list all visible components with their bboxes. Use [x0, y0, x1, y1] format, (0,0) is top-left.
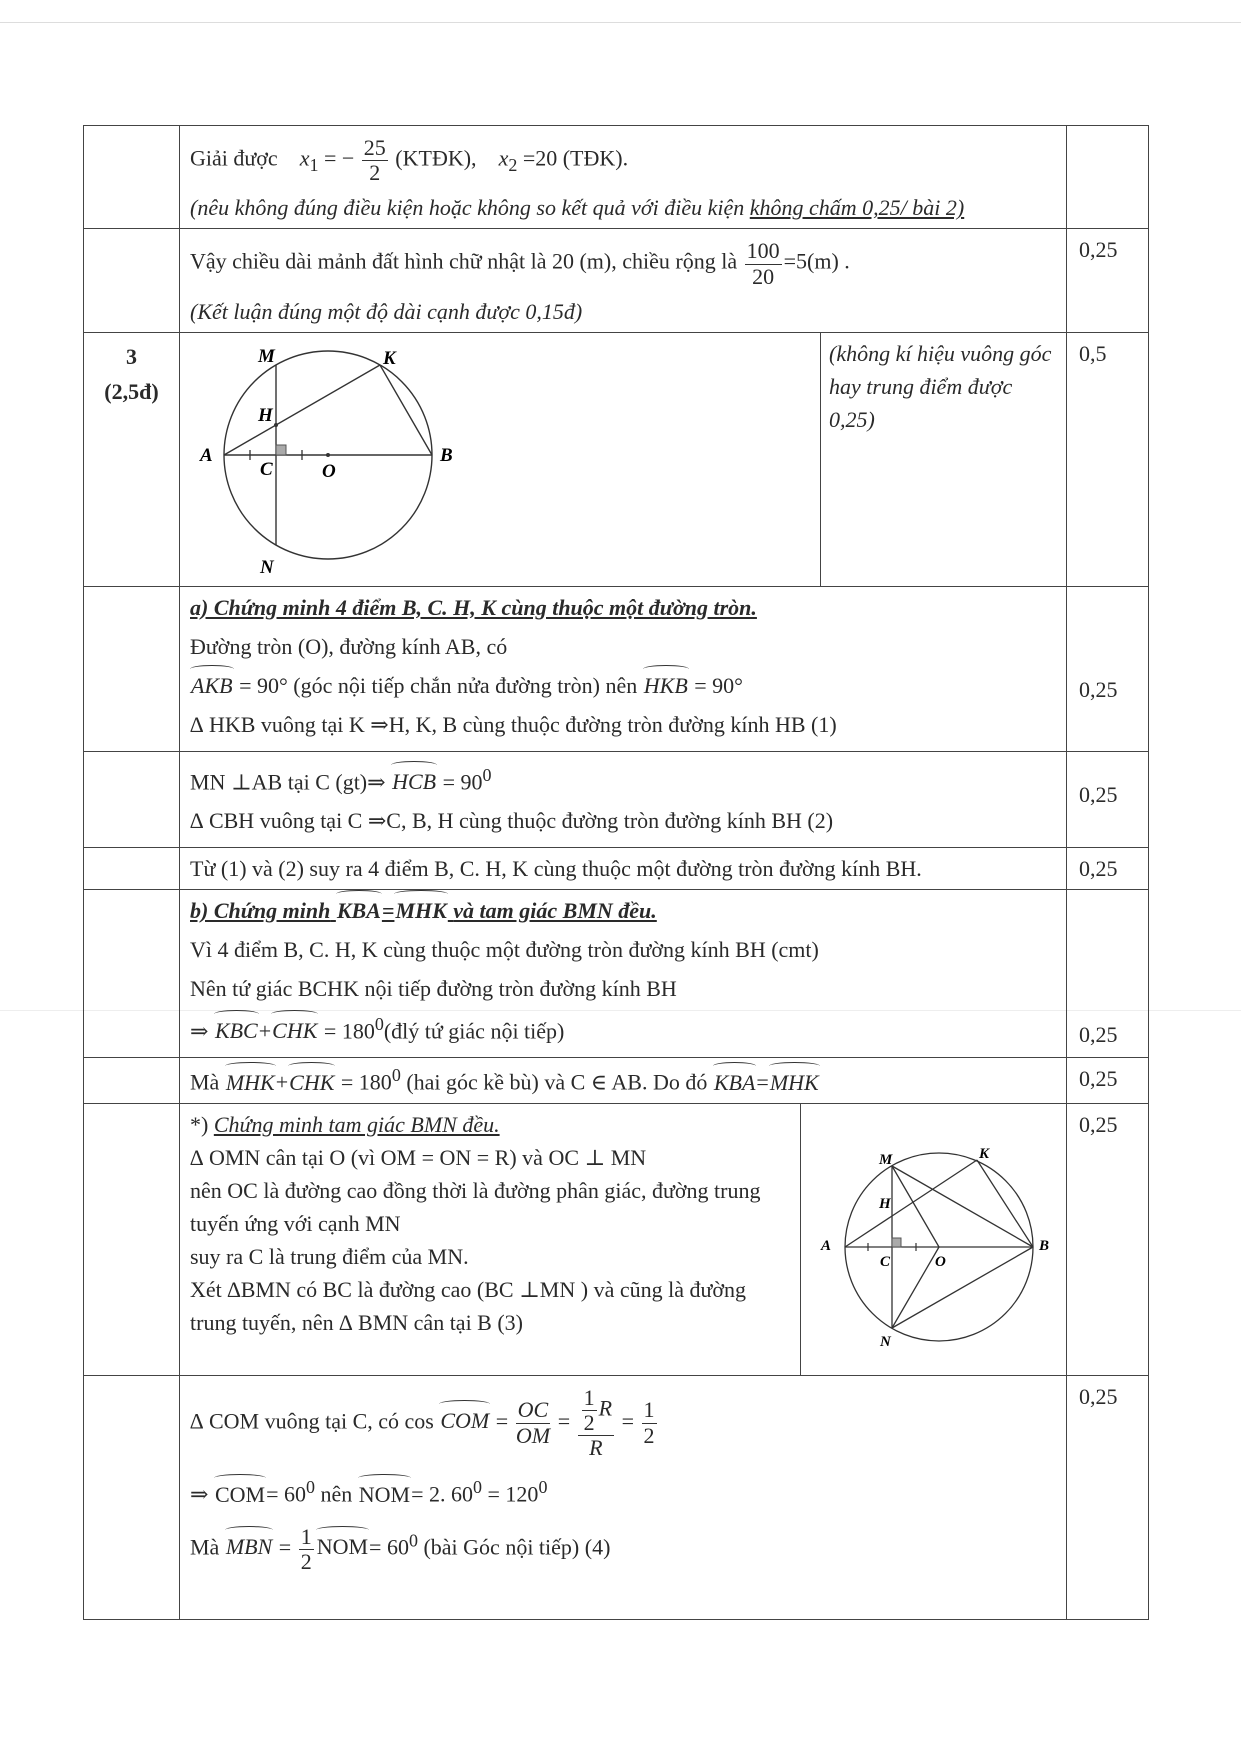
label-b: B — [440, 444, 453, 466]
section-cell — [84, 751, 180, 847]
frac-den: R — [589, 1435, 603, 1461]
fraction-100-20 — [745, 239, 782, 288]
label-a: A — [821, 1237, 832, 1254]
section-cell — [84, 126, 180, 229]
section-number: 3 — [126, 343, 137, 369]
text-line — [190, 1011, 1056, 1047]
r-var: R — [598, 1395, 613, 1421]
line-text: ⇒ — [190, 1481, 209, 1507]
angle-chk: CHK — [288, 1066, 335, 1099]
solve-prefix: Giải được — [190, 145, 278, 171]
text-line: suy ra C là trung điểm của MN. — [190, 1243, 469, 1269]
grading-note: (Kết luận đúng một độ dài cạnh được 0,15đ) — [190, 298, 583, 324]
line-text: + — [275, 1069, 289, 1095]
sup: 0 — [538, 1477, 548, 1498]
score-value: 0,25 — [1079, 676, 1118, 702]
score-value: 0,25 — [1079, 1022, 1118, 1048]
text-line: Đường tròn (O), đường kính AB, có — [190, 633, 508, 659]
table-row — [84, 1103, 1149, 1375]
label-m: M — [258, 345, 275, 367]
line-text: Mà — [190, 1534, 220, 1560]
section-points: (2,5đ) — [104, 378, 159, 404]
label-k: K — [979, 1145, 990, 1162]
content-cell — [180, 332, 1067, 586]
frac-den: 2 — [643, 1422, 655, 1448]
frac-num: 1 — [300, 1523, 312, 1549]
center-point — [326, 453, 330, 457]
sup: 0 — [391, 1065, 401, 1086]
angle-kba: KBA — [713, 1066, 757, 1099]
content-cell — [180, 751, 1067, 847]
label-h: H — [879, 1195, 891, 1212]
title-text: b) Chứng minh — [190, 898, 331, 924]
chord-kb — [977, 1160, 1033, 1247]
line-text: = 120 — [482, 1481, 539, 1507]
fraction-half-r — [578, 1386, 614, 1461]
note-underlined: không chấm 0,25/ bài 2) — [749, 195, 965, 221]
angle-hkb: HKB — [643, 669, 689, 702]
line-text: = 90° (góc nội tiếp chắn nửa đường tròn) nên — [239, 672, 638, 698]
text-line — [190, 1525, 1056, 1574]
fraction-1-2 — [642, 1398, 657, 1447]
line-text: = — [495, 1408, 509, 1434]
var-x1: x — [299, 145, 310, 171]
text-line: ∆ HKB vuông tại K ⇒H, K, B cùng thuộc đường tròn đường kính HB (1) — [190, 711, 837, 737]
frac-den: 2 — [369, 160, 381, 186]
angle-akb: AKB — [190, 669, 234, 702]
angle-mhk: MHK — [225, 1066, 276, 1099]
segment-om — [892, 1166, 939, 1247]
table-row — [84, 126, 1149, 229]
chord-kb — [380, 365, 432, 455]
table-row — [84, 848, 1149, 890]
frac-num: 1 — [583, 1384, 595, 1410]
angle-chk: CHK — [271, 1014, 318, 1047]
inner-frac — [582, 1386, 597, 1435]
line-text: = 180 — [323, 1018, 375, 1044]
tdk-note: =20 (TĐK). — [522, 145, 629, 171]
content-cell — [180, 1103, 1067, 1375]
score-value: 0,25 — [1067, 229, 1149, 332]
text-line: Xét ∆BMN có BC là đường cao (BC ⊥MN ) và cũng là đường trung tuyến, nên ∆ BMN cân tại B (3) — [190, 1276, 747, 1335]
line-text: (hai góc kề bù) và C ∈ AB. Do đó — [400, 1069, 708, 1095]
title-text: = — [381, 898, 395, 924]
section-cell — [84, 1103, 180, 1375]
title-text: và tam giác BMN đều. — [453, 898, 657, 924]
chord-nb — [892, 1247, 1033, 1328]
line-text: = 90° — [694, 672, 743, 698]
section-cell — [84, 332, 180, 586]
part-a-title: a) Chứng minh 4 điểm B, C. H, K cùng thuộc một đường tròn. — [190, 594, 757, 620]
line-text: ∆ COM vuông tại C, có cos — [190, 1408, 434, 1434]
content-cell — [180, 586, 1067, 751]
text-line — [190, 762, 1056, 798]
score-cell — [1067, 751, 1149, 847]
content-cell — [180, 229, 1067, 332]
angle-kba: KBA — [336, 894, 382, 927]
figure-cell — [801, 1104, 1067, 1375]
score-value: 0,25 — [1079, 781, 1118, 807]
label-m: M — [879, 1151, 893, 1168]
figure-cell — [180, 333, 821, 586]
frac-den: OM — [515, 1422, 551, 1448]
label-n: N — [260, 556, 274, 577]
scan-line — [0, 22, 1241, 23]
angle-com: COM — [214, 1478, 266, 1511]
ktdk-note: (KTĐK), — [395, 145, 477, 171]
section-cell — [84, 848, 180, 890]
line-text: (bài Góc nội tiếp) (4) — [417, 1534, 611, 1560]
conclusion-end: =5(m) . — [783, 249, 850, 275]
sub-1: 1 — [309, 155, 319, 176]
table-row — [84, 890, 1149, 1058]
angle-kbc: KBC — [214, 1014, 259, 1047]
line-text: = — [756, 1069, 769, 1095]
line-text: = 60 — [266, 1481, 306, 1507]
frac-den: 2 — [300, 1548, 312, 1574]
var-x2: x — [498, 145, 509, 171]
line-text: = — [278, 1534, 292, 1560]
sup: 0 — [473, 1477, 483, 1498]
section-cell — [84, 890, 180, 1058]
table-row — [84, 229, 1149, 332]
table-row — [84, 1375, 1149, 1619]
line-text: = 180 — [340, 1069, 392, 1095]
label-a: A — [200, 444, 213, 466]
line-text: nên — [314, 1481, 353, 1507]
line-text: = 90 — [442, 769, 483, 795]
frac-num: 25 — [363, 135, 386, 160]
sub-2: 2 — [508, 155, 518, 176]
line-text: MN ⊥AB tại C (gt)⇒ — [190, 769, 386, 795]
section-cell — [84, 1375, 180, 1619]
label-k: K — [383, 347, 396, 369]
text-line: Vì 4 điểm B, C. H, K cùng thuộc một đường tròn đường kính BH (cmt) — [190, 937, 819, 963]
part-c-title: Chứng minh tam giác BMN đều. — [213, 1111, 500, 1137]
label-c: C — [880, 1253, 891, 1270]
label-h: H — [258, 404, 273, 426]
conclusion-text: Vậy chiều dài mảnh đất hình chữ nhật là 20 (m), chiều rộng là — [190, 249, 738, 275]
text-line — [190, 1474, 1056, 1510]
angle-com: COM — [439, 1404, 490, 1437]
score-value: 0,25 — [1067, 848, 1149, 890]
score-cell — [1067, 126, 1149, 229]
label-n: N — [880, 1333, 891, 1350]
label-o: O — [935, 1253, 946, 1270]
frac-den: 2 — [583, 1409, 595, 1435]
score-value: 0,5 — [1067, 332, 1149, 586]
sup: 0 — [374, 1014, 384, 1035]
section-cell — [84, 586, 180, 751]
angle-mhk: MHK — [394, 894, 447, 927]
eq-sign: = − — [323, 145, 355, 171]
point-h — [274, 423, 278, 427]
sup: 0 — [305, 1477, 315, 1498]
content-cell: Từ (1) và (2) suy ra 4 điểm B, C. H, K cùng thuộc một đường tròn đường kính BH. — [180, 848, 1067, 890]
geometry-figure — [180, 333, 820, 577]
text-line: Nên tứ giác BCHK nội tiếp đường tròn đường kính BH — [190, 976, 677, 1002]
segment-on — [892, 1247, 939, 1328]
angle-nom: NOM — [358, 1478, 411, 1511]
part-b-title — [190, 894, 1056, 927]
score-value: 0,25 — [1067, 1103, 1149, 1375]
fraction-oc-om — [516, 1398, 551, 1447]
text-line: ∆ OMN cân tại O (vì OM = ON = R) và OC ⊥ MN — [190, 1144, 647, 1170]
sup: 0 — [408, 1530, 418, 1551]
grading-note — [190, 191, 1056, 224]
label-c: C — [260, 458, 273, 480]
section-cell — [84, 229, 180, 332]
sup: 0 — [482, 764, 492, 785]
figure-note: (không kí hiệu vuông góc hay trung điểm được 0,25) — [821, 333, 1067, 586]
star: *) — [190, 1111, 214, 1137]
frac-num: 100 — [746, 238, 780, 264]
content-cell — [180, 890, 1067, 1058]
line-text: ⇒ — [190, 1018, 209, 1044]
text-line: nên OC là đường cao đồng thời là đường phân giác, đường trung tuyến ứng với cạnh MN — [190, 1177, 761, 1236]
table-row — [84, 332, 1149, 586]
frac-num: OC — [517, 1397, 549, 1423]
line-text: = 60 — [369, 1534, 409, 1560]
content-cell — [180, 126, 1067, 229]
label-o: O — [322, 460, 336, 482]
table-row — [84, 1058, 1149, 1103]
content-cell — [180, 1375, 1067, 1619]
angle-mhk: MHK — [769, 1066, 820, 1099]
line-text: Mà — [190, 1069, 220, 1095]
right-angle-mark — [892, 1238, 901, 1247]
label-b: B — [1039, 1237, 1050, 1254]
note-text: (nêu không đúng điều kiện hoặc không so kết quả với điều kiện — [190, 195, 750, 221]
line-text: = 2. 60 — [411, 1481, 474, 1507]
table-row — [84, 586, 1149, 751]
right-angle-mark — [276, 445, 286, 455]
geometry-figure-2 — [801, 1104, 1071, 1366]
proof-text — [180, 1104, 801, 1375]
section-cell — [84, 1058, 180, 1103]
angle-hcb: HCB — [391, 765, 437, 798]
angle-mbn: MBN — [225, 1530, 273, 1563]
frac-num — [578, 1386, 614, 1436]
angle-nom: NOM — [316, 1530, 369, 1563]
table-row — [84, 751, 1149, 847]
line-text: + — [258, 1018, 272, 1044]
score-value: 0,25 — [1067, 1058, 1149, 1103]
text-line: ∆ CBH vuông tại C ⇒C, B, H cùng thuộc đường tròn đường kính BH (2) — [190, 808, 834, 834]
score-value: 0,25 — [1067, 1375, 1149, 1619]
score-cell — [1067, 890, 1149, 1058]
answer-table — [83, 125, 1149, 1620]
content-cell — [180, 1058, 1067, 1103]
chord-mb — [892, 1166, 1033, 1247]
frac-num: 1 — [643, 1397, 655, 1423]
frac-den: 20 — [752, 263, 775, 289]
fraction-1-2 — [299, 1525, 314, 1574]
text-line: ∆ COM vuông tại C, có cos COM = $\frac{OC}{OM}$ = $\frac{1}{2}$ R R = $\frac{1}{2}$ — [190, 1384, 655, 1461]
chord-ak — [224, 365, 380, 455]
text-line — [190, 669, 1056, 702]
line-text: (đlý tứ giác nội tiếp) — [383, 1018, 565, 1044]
score-cell — [1067, 586, 1149, 751]
fraction-25-2 — [362, 136, 388, 185]
